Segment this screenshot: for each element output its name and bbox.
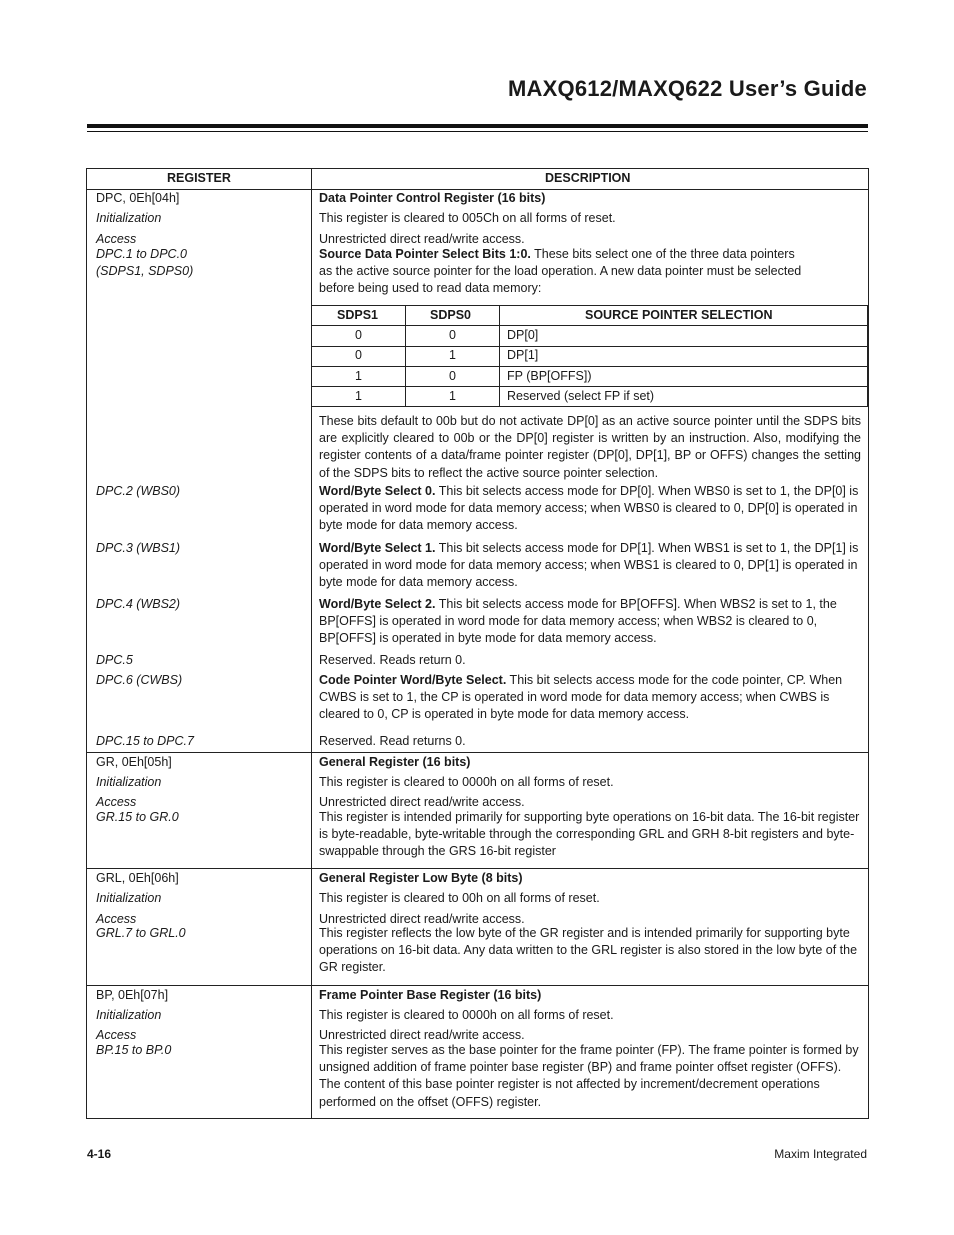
- sdps-text: These bits select one of the three data pointers: [530, 247, 795, 261]
- header-rule-thick: [87, 124, 868, 128]
- access-text-grl: Unrestricted direct read/write access.: [319, 912, 525, 926]
- sub-cell: 0: [449, 328, 456, 342]
- register-title-gr: General Register (16 bits): [319, 755, 471, 769]
- wbs0-text: This bit selects access mode for DP[0]. When WBS0 is set to 1, the DP[0] is operated in word mode for data memory access; when WBS0 is cleared to 0, DP[0] is operated in byte mode for data memory access.: [319, 484, 859, 533]
- page-title: MAXQ612/MAXQ622 User’s Guide: [508, 76, 867, 101]
- column-header-register: REGISTER: [167, 171, 231, 185]
- init-text-bp: This register is cleared to 0000h on all forms of reset.: [319, 1008, 614, 1022]
- sub-cell: 1: [449, 348, 456, 362]
- field-dpc-2: DPC.2 (WBS0): [96, 484, 181, 498]
- column-header-description: DESCRIPTION: [545, 171, 631, 185]
- cwbs-desc: [319, 672, 861, 724]
- init-text-dpc: This register is cleared to 005Ch on all forms of reset.: [319, 211, 616, 225]
- gr-desc: This register is intended primarily for supporting byte operations on 16-bit data. The 16-bit register is byte-readable, byte-writable through the corresponding GRL and GRH 8-bit registers and byte-swappable through the GRS 16-bit register: [319, 810, 860, 859]
- field-dpc-3: DPC.3 (WBS1): [96, 541, 181, 555]
- wbs1-text: This bit selects access mode for DP[1]. When WBS1 is set to 1, the DP[1] is operated in word mode for data memory access; when WBS1 is cleared to 0, DP[1] is operated in byte mode for data memory access.: [319, 541, 859, 590]
- sdps-heading: Source Data Pointer Select Bits 1:0.: [319, 247, 531, 261]
- access-text-gr: Unrestricted direct read/write access.: [319, 795, 525, 809]
- register-name-gr: GR, 0Eh[05h]: [96, 755, 172, 769]
- sub-header-selection: SOURCE POINTER SELECTION: [585, 308, 773, 322]
- register-name-grl: GRL, 0Eh[06h]: [96, 871, 179, 885]
- sub-cell: 0: [449, 369, 456, 383]
- register-title-bp: Frame Pointer Base Register (16 bits): [319, 988, 542, 1002]
- sdps-desc-line3: before being used to read data memory:: [319, 281, 542, 295]
- sub-cell: 1: [449, 389, 456, 403]
- sub-cell: 0: [355, 328, 362, 342]
- footer-company: Maxim Integrated: [774, 1147, 867, 1161]
- field-dpc-1-0: DPC.1 to DPC.0: [96, 247, 188, 261]
- register-name-bp: BP, 0Eh[07h]: [96, 988, 169, 1002]
- wbs2-text: This bit selects access mode for BP[OFFS]. When WBS2 is set to 1, the BP[OFFS] is operated in word mode for data memory access; when WBS2 is cleared to 0, BP[OFFS] is operated in byte mode for data memory access.: [319, 597, 837, 646]
- label-initialization: Initialization: [96, 211, 162, 225]
- wbs2-heading: Word/Byte Select 2.: [319, 597, 436, 611]
- sub-row-divider: [312, 346, 867, 347]
- sub-cell: 0: [355, 348, 362, 362]
- sdps-default-text: These bits default to 00b but do not activate DP[0] as an active source pointer until the SDPS bits are explicitly cleared to 00b or the DP[0] register is written by an instruction. Also, modifying the register contents of a data/frame pointer register (DP[0], DP[1], BP or OFFS) changes the setting of the SDPS bits to reflect the active source pointer selection.: [319, 414, 861, 480]
- source-pointer-table: [311, 305, 868, 407]
- label-access: Access: [96, 1028, 137, 1042]
- row-divider: [87, 868, 868, 869]
- label-access: Access: [96, 912, 137, 926]
- row-divider: [87, 752, 868, 753]
- sdps-desc-line1: [319, 246, 795, 263]
- sub-cell: Reserved (select FP if set): [507, 389, 655, 403]
- wbs0-heading: Word/Byte Select 0.: [319, 484, 436, 498]
- sub-cell: DP[1]: [507, 348, 539, 362]
- dpc5-desc: Reserved. Reads return 0.: [319, 653, 466, 667]
- label-initialization: Initialization: [96, 1008, 162, 1022]
- cwbs-text: This bit selects access mode for the code pointer, CP. When CWBS is set to 1, the CP is operated in word mode for data memory access; when CWBS is cleared to 0, CP is operated in byte mode for data memory access.: [319, 673, 843, 722]
- wbs0-desc: [319, 483, 861, 535]
- field-bp-bits: BP.15 to BP.0: [96, 1043, 172, 1057]
- sub-cell: DP[0]: [507, 328, 539, 342]
- sub-cell: 1: [355, 369, 362, 383]
- sub-cell: 1: [355, 389, 362, 403]
- register-title-grl: General Register Low Byte (8 bits): [319, 871, 523, 885]
- field-grl-bits: GRL.7 to GRL.0: [96, 926, 186, 940]
- init-text-gr: This register is cleared to 0000h on all forms of reset.: [319, 775, 614, 789]
- sub-row-divider: [312, 386, 867, 387]
- register-title-dpc: Data Pointer Control Register (16 bits): [319, 191, 546, 205]
- field-dpc-6: DPC.6 (CWBS): [96, 673, 183, 687]
- sub-header-sdps0: SDPS0: [430, 308, 471, 322]
- grl-desc: This register reflects the low byte of the GR register and is intended primarily for supporting byte operations on 16-bit data. Any data written to the GRL register is also stored in the low byte of the GR register.: [319, 926, 858, 975]
- field-dpc-5: DPC.5: [96, 653, 133, 667]
- sub-cell: FP (BP[OFFS]): [507, 369, 592, 383]
- init-text-grl: This register is cleared to 00h on all forms of reset.: [319, 891, 600, 905]
- wbs1-desc: [319, 540, 861, 592]
- page-number: 4-16: [87, 1147, 112, 1161]
- label-access: Access: [96, 232, 137, 246]
- sub-row-divider: [312, 366, 867, 367]
- row-divider: [87, 985, 868, 986]
- access-text-dpc: Unrestricted direct read/write access.: [319, 232, 525, 246]
- sdps-desc-line2: as the active source pointer for the load operation. A new data pointer must be selected: [319, 264, 802, 278]
- label-access: Access: [96, 795, 137, 809]
- header-rule-thin: [87, 131, 868, 132]
- label-initialization: Initialization: [96, 775, 162, 789]
- sub-col-divider: [499, 306, 500, 406]
- cwbs-heading: Code Pointer Word/Byte Select.: [319, 673, 507, 687]
- label-initialization: Initialization: [96, 891, 162, 905]
- register-name-dpc: DPC, 0Eh[04h]: [96, 191, 180, 205]
- field-dpc-1-0-names: (SDPS1, SDPS0): [96, 264, 194, 278]
- field-gr-bits: GR.15 to GR.0: [96, 810, 179, 824]
- wbs1-heading: Word/Byte Select 1.: [319, 541, 436, 555]
- access-text-bp: Unrestricted direct read/write access.: [319, 1028, 525, 1042]
- sub-row-divider: [312, 325, 867, 326]
- wbs2-desc: [319, 596, 861, 648]
- register-table: [86, 168, 869, 1119]
- dpc-upper-desc: Reserved. Read returns 0.: [319, 734, 466, 748]
- sub-header-sdps1: SDPS1: [337, 308, 378, 322]
- sub-col-divider: [405, 306, 406, 406]
- field-dpc-4: DPC.4 (WBS2): [96, 597, 181, 611]
- field-dpc-15-7: DPC.15 to DPC.7: [96, 734, 194, 748]
- bp-desc: This register serves as the base pointer for the frame pointer (FP). The frame pointer is formed by unsigned addition of frame pointer base register (BP) and frame pointer offset register (OFFS). The content of this base pointer register is not affected by increment/decrement operations performed on the offset (OFFS) register.: [319, 1043, 859, 1109]
